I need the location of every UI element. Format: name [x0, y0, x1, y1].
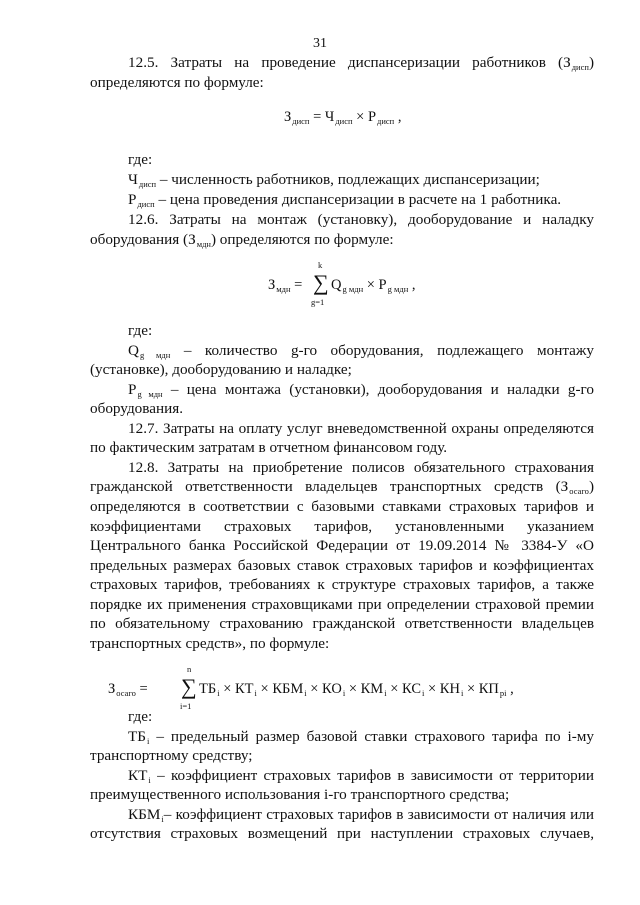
- definition-kt: КТi – коэффициент страховых тарифов в зависимости от территории: [128, 767, 595, 785]
- section-12-8-line-3: определяются в соответствии с базовыми ставками страховых тарифов и: [90, 498, 594, 515]
- section-12-8-line-1: 12.8. Затраты на приобретение полисов обязательного страхования: [128, 459, 594, 476]
- section-12-5-line-1: 12.5. Затраты на проведение диспансеризации работников (Здиcп): [128, 54, 594, 72]
- definition-q-cont: (установке), дооборудованию и наладке;: [90, 361, 352, 378]
- definition-p-disp: Рдиcп – цена проведения диспансеризации в расчете на 1 работника.: [128, 191, 562, 209]
- sum-lower-limit: g=1: [311, 297, 325, 307]
- sum-sign: ∑: [313, 270, 329, 295]
- definition-p-install-cont: оборудования.: [90, 400, 184, 417]
- where-label-2: где:: [128, 322, 153, 339]
- section-12-7-line-2: по фактическим затратам в отчетном финансовом году.: [90, 439, 448, 456]
- section-12-8-line-5: Центрального банка Российской Федерации от 19.09.2014 № 3384-У «О: [90, 537, 594, 554]
- section-12-8-line-9: по обязательному страхованию гражданской ответственности владельцев: [90, 615, 594, 632]
- section-12-8-line-2: гражданской ответственности владельцев транспортных средств (Зосаго): [90, 478, 594, 496]
- sum-sign: ∑: [181, 674, 197, 699]
- section-12-5-line-2: определяются по формуле:: [90, 74, 264, 91]
- definition-kbm-cont: отсутствия страховых возмещений при наступлении страховых случаев,: [90, 825, 594, 842]
- definition-n-disp: Чдиcп – численность работников, подлежащих диспансеризации;: [128, 171, 540, 189]
- section-12-7-line-1: 12.7. Затраты на оплату услуг вневедомственной охраны определяются: [128, 420, 594, 437]
- definition-p-install: Pg мдн – цена монтажа (установки), дооборудования и наладки g-го: [128, 381, 594, 399]
- section-12-8-line-4: коэффициентами страховых тарифов, установленными указанием: [90, 518, 594, 535]
- where-label-3: где:: [128, 708, 153, 725]
- definition-tb-cont: транспортному средству;: [90, 747, 253, 764]
- section-12-8-line-6: предельных размерах базовых ставок страховых тарифов и коэффициентах: [90, 557, 594, 574]
- formula-dispanserization: $З_{диcп} = Ч_{диcп} \times Р_{диcп}$ ,: [284, 109, 402, 126]
- definition-q: Qg мдн – количество g-го оборудования, подлежащего монтажу: [128, 342, 594, 360]
- section-12-6-line-2: оборудования (Змдн) определяются по формуле:: [90, 231, 394, 249]
- definition-tb: ТБi – предельный размер базовой ставки страхового тарифа по i-му: [128, 728, 594, 746]
- section-12-8-line-10: транспортных средств», по формуле:: [90, 635, 330, 652]
- sum-lower-limit: i=1: [180, 701, 192, 711]
- page-number: 31: [313, 36, 327, 51]
- definition-kbm: КБМi– коэффициент страховых тарифов в зависимости от наличия или: [128, 806, 594, 824]
- sum-upper-limit: n: [187, 664, 192, 674]
- sum-upper-limit: k: [318, 260, 323, 270]
- section-12-6-line-1: 12.6. Затраты на монтаж (установку), дооборудование и наладку: [128, 211, 594, 228]
- section-12-8-line-7: страховых тарифов, требованиях к структуре страховых тарифов, а также: [90, 576, 594, 593]
- definition-kt-cont: преимущественного использования i-го транспортного средства;: [90, 786, 510, 803]
- where-label-1: где:: [128, 151, 153, 168]
- section-12-8-line-8: порядке их применения страховщиками при определении страховой премии: [90, 596, 594, 613]
